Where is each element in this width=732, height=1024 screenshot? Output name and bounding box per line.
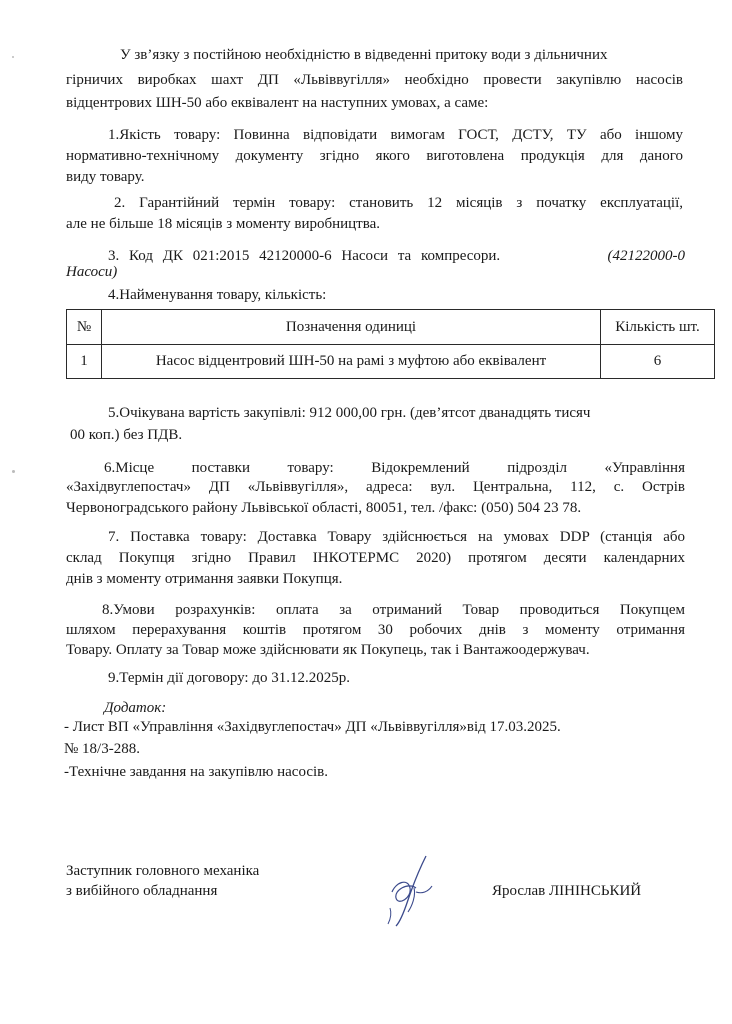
table-header-row	[67, 310, 715, 345]
signatory-position-line-1: Заступник головного механіка	[66, 863, 260, 879]
handwritten-signature	[386, 852, 444, 928]
item3-code-italic: (42122000-0	[607, 248, 685, 264]
intro-line-2: гірничих виробках шахт ДП «Львіввугілля» необхідно провести закупівлю насосів	[66, 72, 683, 88]
table-row	[67, 345, 715, 379]
table-header-quantity: Кількість шт.	[601, 310, 715, 345]
scan-speck	[12, 56, 14, 58]
item8-line-2: шляхом перерахування коштів протягом 30 робочих днів з моменту отримання	[66, 622, 685, 638]
intro-line-3: відцентрових ШН-50 або еквівалент на наступних умовах, а саме:	[66, 95, 489, 111]
table-header-designation: Позначення одиниці	[102, 310, 601, 345]
item1-line-2: нормативно-технічному документу згідно якого виготовлена продукція для даного	[66, 148, 683, 164]
signatory-position-line-2: з вибійного обладнання	[66, 883, 218, 899]
table-header-number: №	[67, 310, 102, 345]
goods-table	[66, 309, 715, 379]
item7-line-2: склад Покупця згідно Правил ІНКОТЕРМС 2020) протягом десяти календарних	[66, 550, 685, 566]
item3-line-1	[108, 246, 685, 267]
item8-line-1: 8.Умови розрахунків: оплата за отриманий Товар проводиться Покупцем	[102, 602, 685, 618]
attachments-heading: Додаток:	[104, 700, 167, 716]
signatory-name: Ярослав ЛІНІНСЬКИЙ	[492, 883, 642, 899]
item8-line-3: Товару. Оплату за Товар може здійснювати як Покупець, так і Вантажоодержувач.	[66, 642, 590, 658]
item6-line-1: 6.Місце поставки товару: Відокремлений підрозділ «Управління	[104, 460, 685, 476]
item1-line-3: виду товару.	[66, 169, 145, 185]
item7-line-3: днів з моменту отримання заявки Покупця.	[66, 571, 343, 587]
item5-line-2: 00 коп.) без ПДВ.	[70, 427, 183, 443]
item1-line-1: 1.Якість товару: Повинна відповідати вимогам ГОСТ, ДСТУ, ТУ або іншому	[108, 127, 683, 143]
table-cell-designation: Насос відцентровий ШН-50 на рамі з муфтою або еквівалент	[102, 345, 601, 379]
attachment-letter-line-1: - Лист ВП «Управління «Західвуглепостач» ДП «Львіввугілля»від 17.03.2025.	[64, 719, 561, 735]
item5-line-1: 5.Очікувана вартість закупівлі: 912 000,00 грн. (дев’ятсот дванадцять тисяч	[108, 405, 591, 421]
attachment-letter-line-2: № 18/3-288.	[64, 741, 140, 757]
item4-heading: 4.Найменування товару, кількість:	[108, 287, 327, 303]
item6-line-2: «Західвуглепостач» ДП «Львіввугілля», адреса: вул. Центральна, 112, с. Острів	[66, 479, 685, 495]
item3-line-2: Насоси)	[66, 264, 118, 280]
item6-line-3: Червоноградського району Львівської області, 80051, тел. /факс: (050) 504 23 78.	[66, 500, 582, 516]
item2-line-1: 2. Гарантійний термін товару: становить 12 місяців з початку експлуатації,	[114, 195, 683, 211]
item9-text: 9.Термін дії договору: до 31.12.2025р.	[108, 670, 350, 686]
attachment-spec: -Технічне завдання на закупівлю насосів.	[64, 764, 328, 780]
table-cell-number: 1	[67, 345, 102, 379]
item7-line-1: 7. Поставка товару: Доставка Товару здійснюється на умовах DDP (станція або	[108, 529, 685, 545]
item3-code-text: 3. Код ДК 021:2015 42120000-6 Насоси та компресори.	[108, 248, 501, 264]
intro-line-1: У зв’язку з постійною необхідністю в відведенні притоку води з дільничних	[120, 47, 608, 63]
table-cell-quantity: 6	[601, 345, 715, 379]
scan-speck	[12, 470, 15, 473]
item2-line-2: але не більше 18 місяців з моменту виробництва.	[66, 216, 381, 232]
